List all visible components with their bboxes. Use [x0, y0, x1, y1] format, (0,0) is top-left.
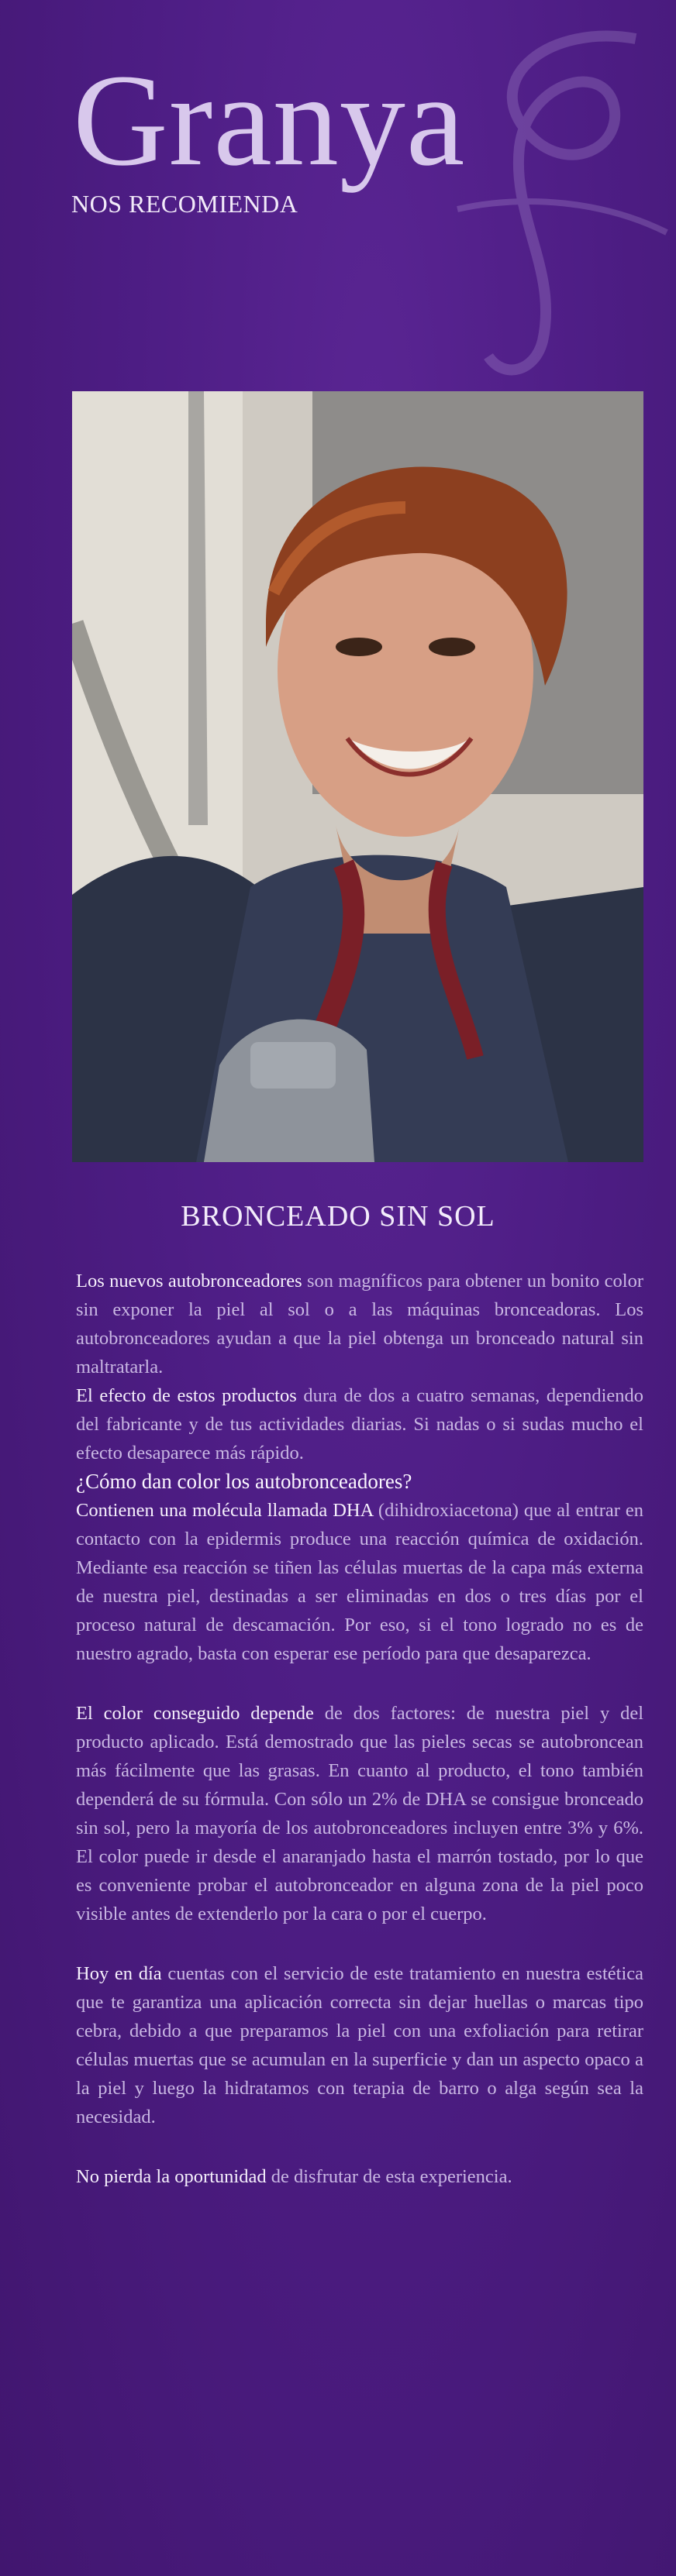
paragraph-3-highlight: Contienen una molécula llamada DHA	[76, 1500, 373, 1521]
portrait-illustration	[72, 391, 643, 1162]
brand-title: Granya	[73, 47, 466, 193]
monogram-watermark	[434, 15, 676, 387]
paragraph-2-highlight: El efecto de estos productos	[76, 1385, 297, 1406]
paragraph-2	[76, 1381, 643, 1467]
article-body	[76, 1267, 643, 2191]
paragraph-6-highlight: No pierda la oportunidad	[76, 2166, 267, 2187]
brand-subtitle: NOS RECOMIENDA	[71, 190, 298, 218]
paragraph-6	[76, 2162, 643, 2191]
section-question: ¿Cómo dan color los autobronceadores?	[76, 1470, 412, 1493]
paragraph-1	[76, 1267, 643, 1381]
paragraph-4	[76, 1699, 643, 1928]
paragraph-1-text: son magníficos para obtener un bonito color sin exponer la piel al sol o a las máquinas bronceadoras. Los autobronceadores ayudan a que la piel obtenga un bronceado natural sin maltratarla.	[76, 1271, 643, 1377]
paragraph-6-text: de disfrutar de esta experiencia.	[266, 2166, 512, 2187]
paragraph-3	[76, 1496, 643, 1668]
paragraph-1-highlight: Los nuevos autobronceadores	[76, 1271, 302, 1291]
paragraph-3-text: (dihidroxiacetona) que al entrar en contacto con la epidermis produce una reacción química de oxidación. Mediante esa reacción se tiñen las células muertas de la capa más externa de nuestra piel, destinadas a ser eliminadas en dos o tres días por el proceso natural de descamación. Por eso, si el tono logrado no es de nuestro agrado, basta con esperar ese período para que desaparezca.	[76, 1500, 643, 1664]
paragraph-5	[76, 1959, 643, 2131]
portrait-photo	[72, 391, 643, 1162]
paragraph-4-highlight: El color conseguido depende	[76, 1703, 314, 1724]
article-title: BRONCEADO SIN SOL	[181, 1200, 495, 1233]
paragraph-5-text: cuentas con el servicio de este tratamiento en nuestra estética que te garantiza una aplicación correcta sin dejar huellas o marcas tipo cebra, debido a que preparamos la piel con una exfoliación para retirar células muertas que se acumulan en la superficie y dan un aspecto opaco a la piel y luego la hidratamos con terapia de barro o alga según sea la necesidad.	[76, 1963, 644, 2127]
paragraph-2-text: dura de dos a cuatro semanas, dependiendo del fabricante y de tus actividades diarias. Si nadas o si sudas mucho el efecto desaparece más rápido.	[76, 1385, 643, 1463]
paragraph-4-text: de dos factores: de nuestra piel y del producto aplicado. Está demostrado que las pieles secas se autobroncean más fácilmente que las grasas. En cuanto al producto, el tono también dependerá de su fórmula. Con sólo un 2% de DHA se consigue bronceado sin sol, pero la mayoría de los autobronceadores incluyen entre 3% y 6%. El color puede ir desde el anaranjado hasta el marrón tostado, por lo que es conveniente probar el autobronceador en alguna zona de la piel poco visible antes de extenderlo por la cara o por el cuerpo.	[76, 1703, 643, 1924]
paragraph-5-highlight: Hoy en día	[76, 1963, 162, 1984]
